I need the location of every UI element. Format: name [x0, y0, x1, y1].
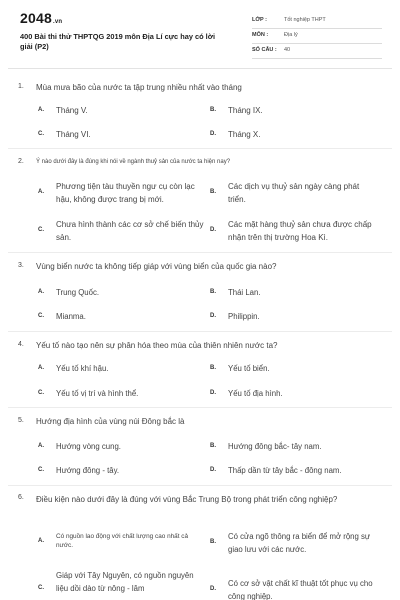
option-text: Thái Lan. [228, 288, 261, 297]
option-label: C. [38, 227, 44, 233]
question-text: Ý nào dưới đây là đúng khi nói về ngành thuỷ sản của nước ta hiện nay? [36, 159, 231, 165]
option-text: Chưa hình thành các cơ sở chế biến thủy sản. [56, 220, 204, 242]
option-text: Tháng IX. [228, 106, 263, 115]
header-divider [8, 68, 392, 69]
site-logo[interactable] [20, 10, 62, 26]
option-label: B. [210, 443, 216, 449]
option-d[interactable] [210, 577, 382, 600]
document-title: 400 Bài thi thử THPTQG 2019 môn Địa Lí cực hay có lời giải (P2) [20, 32, 216, 51]
option-text: Tháng V. [56, 106, 88, 115]
logo-text: 2048 [20, 10, 52, 26]
option-label: D. [210, 390, 216, 396]
option-b[interactable] [210, 530, 382, 556]
option-text: Có nguồn lao động với chất lượng cao nhất cả nước. [56, 533, 189, 549]
option-text: Yếu tố vị trí và hình thể. [56, 389, 139, 398]
question-divider [8, 331, 392, 332]
option-text: Trung Quốc. [56, 288, 100, 297]
option-text: Thấp dần từ tây bắc - đông nam. [228, 466, 342, 475]
option-label: C. [38, 313, 44, 319]
option-b[interactable] [210, 180, 382, 206]
option-text: Tháng VI. [56, 130, 91, 139]
option-text: Tháng X. [228, 130, 261, 139]
option-label: B. [210, 365, 216, 371]
option-text: Philippin. [228, 312, 260, 321]
question-divider [8, 485, 392, 486]
question-text: Yếu tố nào tạo nên sự phân hóa theo mùa của thiên nhiên nước ta? [36, 341, 278, 350]
option-label: B. [210, 539, 216, 545]
question-text: Vùng biển nước ta không tiếp giáp với vùng biển của quốc gia nào? [36, 262, 277, 271]
logo-tld: .vn [52, 19, 63, 25]
option-label: A. [38, 443, 44, 449]
question-divider [8, 148, 392, 149]
meta-key: SỐ CÂU : [252, 47, 277, 53]
option-label: A. [38, 189, 44, 195]
option-text: Hướng đông bắc- tây nam. [228, 442, 322, 451]
option-a[interactable] [38, 180, 206, 206]
question-divider [8, 252, 392, 253]
header [0, 0, 400, 64]
question-text: Mùa mưa bão của nước ta tập trung nhiều nhất vào tháng [36, 83, 242, 92]
option-text: Mianma. [56, 312, 86, 321]
option-label: A. [38, 538, 44, 544]
option-label: C. [38, 585, 44, 591]
option-text: Yếu tố khí hậu. [56, 364, 109, 373]
option-text: Yếu tố địa hình. [228, 389, 283, 398]
question-text: Điều kiện nào dưới đây là đúng với vùng Bắc Trung Bộ trong phát triển công nghiệp? [36, 495, 338, 504]
option-d[interactable] [210, 218, 382, 244]
option-label: A. [38, 365, 44, 371]
option-label: D. [210, 131, 216, 137]
question-divider [8, 407, 392, 408]
question-number: 1. [18, 83, 24, 90]
question-number: 4. [18, 341, 24, 348]
meta-row-count [252, 44, 382, 59]
option-label: B. [210, 189, 216, 195]
option-label: D. [210, 586, 216, 592]
option-text: Có cơ sở vật chất kĩ thuật tốt phục vụ cho công nghiệp. [228, 579, 373, 600]
meta-row-subject [252, 29, 382, 44]
option-a[interactable] [38, 532, 206, 552]
option-text: Yếu tố biển. [228, 364, 270, 373]
option-text: Giáp với Tây Nguyên, có nguồn nguyên liệu dồi dào từ nông - lâm [56, 571, 194, 593]
question-number: 5. [18, 417, 24, 424]
option-label: C. [38, 467, 44, 473]
option-label: D. [210, 313, 216, 319]
question-text: Hướng địa hình của vùng núi Đông bắc là [36, 417, 185, 426]
meta-value: Tốt nghiệp THPT [284, 17, 326, 23]
question-number: 2. [18, 158, 24, 165]
question-number: 6. [18, 494, 24, 501]
meta-table [252, 14, 382, 59]
meta-row-class [252, 14, 382, 29]
option-text: Hướng vòng cung. [56, 442, 121, 451]
option-label: C. [38, 131, 44, 137]
question-number: 3. [18, 262, 24, 269]
option-text: Các dịch vụ thuỷ sản ngày càng phát triển. [228, 182, 360, 204]
option-c[interactable] [38, 218, 206, 244]
option-text: Phương tiện tàu thuyền ngư cụ còn lạc hậu, không được trang bị mới. [56, 182, 195, 204]
option-c[interactable] [38, 569, 206, 595]
option-label: A. [38, 289, 44, 295]
option-label: D. [210, 227, 216, 233]
meta-key: MÔN : [252, 32, 269, 38]
meta-key: LỚP : [252, 17, 267, 23]
option-text: Hướng đông - tây. [56, 466, 120, 475]
option-label: A. [38, 107, 44, 113]
meta-value: Địa lý [284, 32, 298, 38]
meta-value: 40 [284, 47, 291, 53]
option-label: D. [210, 467, 216, 473]
option-text: Có cửa ngõ thông ra biển để mở rộng sự giao lưu với các nước. [228, 532, 371, 554]
option-label: B. [210, 289, 216, 295]
option-label: B. [210, 107, 216, 113]
option-text: Các mặt hàng thuỷ sản chưa được chấp nhận trên thị trường Hoa Kì. [228, 220, 372, 242]
option-label: C. [38, 390, 44, 396]
